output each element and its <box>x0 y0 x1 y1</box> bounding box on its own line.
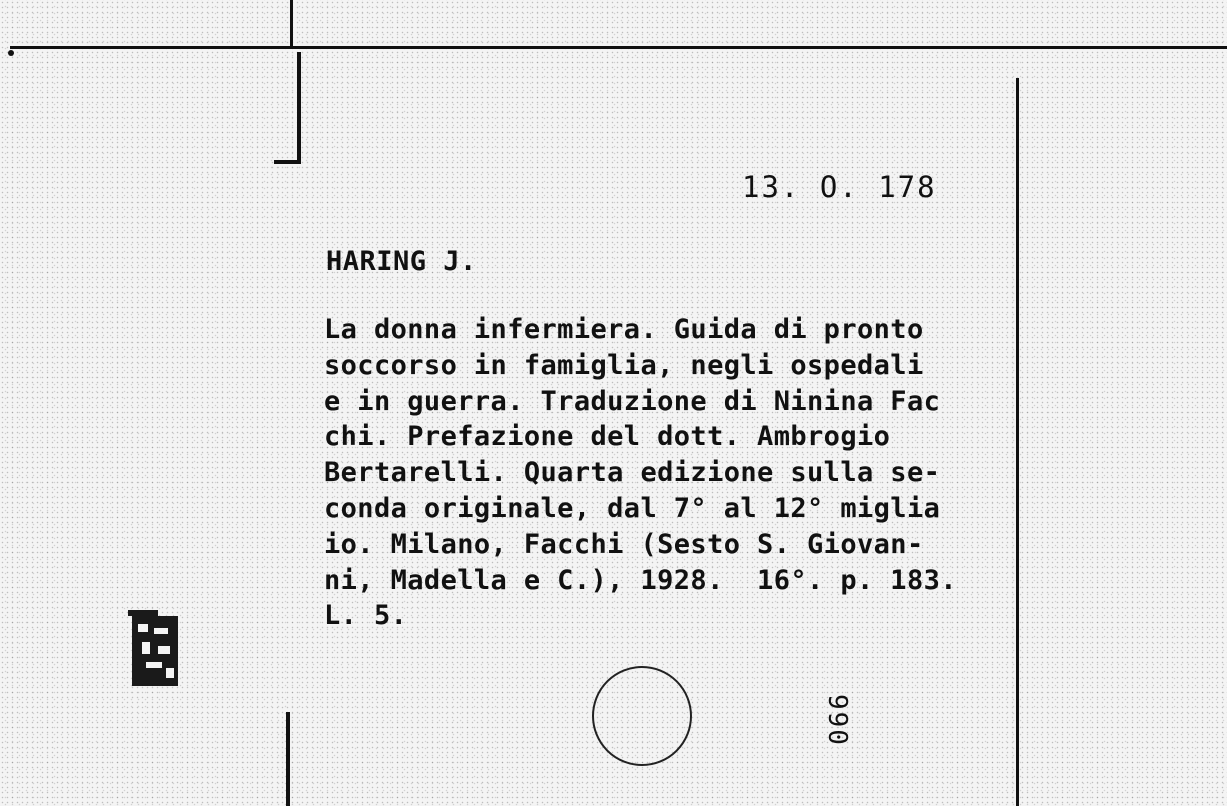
left-bracket-foot-rule <box>274 160 300 164</box>
library-stamp-icon <box>128 608 184 690</box>
bibliographic-description <box>324 312 957 634</box>
call-number: 13. O. 178 <box>742 170 937 204</box>
description-line: conda originale, dal 7° al 12° miglia <box>324 492 941 524</box>
description-line: ni, Madella e C.), 1928. 16°. p. 183. <box>324 564 957 596</box>
left-bracket-vertical-rule <box>297 52 301 164</box>
description-line: chi. Prefazione del dott. Ambrogio <box>324 421 891 453</box>
punch-hole <box>592 666 692 766</box>
top-left-dot <box>8 50 14 56</box>
description-line: Bertarelli. Quarta edizione sulla se- <box>324 457 941 489</box>
description-line: soccorso in famiglia, negli ospedali <box>324 349 924 381</box>
right-vertical-rule <box>1016 78 1019 806</box>
lower-left-vertical-rule <box>286 712 290 806</box>
side-inventory-number: 990 <box>822 694 852 747</box>
description-line: e in guerra. Traduzione di Ninina Fac <box>324 385 941 417</box>
top-rule <box>10 46 1227 49</box>
upper-left-vertical-rule <box>290 0 293 46</box>
description-line: La donna infermiera. Guida di pronto <box>324 314 924 345</box>
description-line: io. Milano, Facchi (Sesto S. Giovan- <box>324 528 924 560</box>
description-line: L. 5. <box>324 600 408 632</box>
author-heading: HARING J. <box>326 246 477 277</box>
